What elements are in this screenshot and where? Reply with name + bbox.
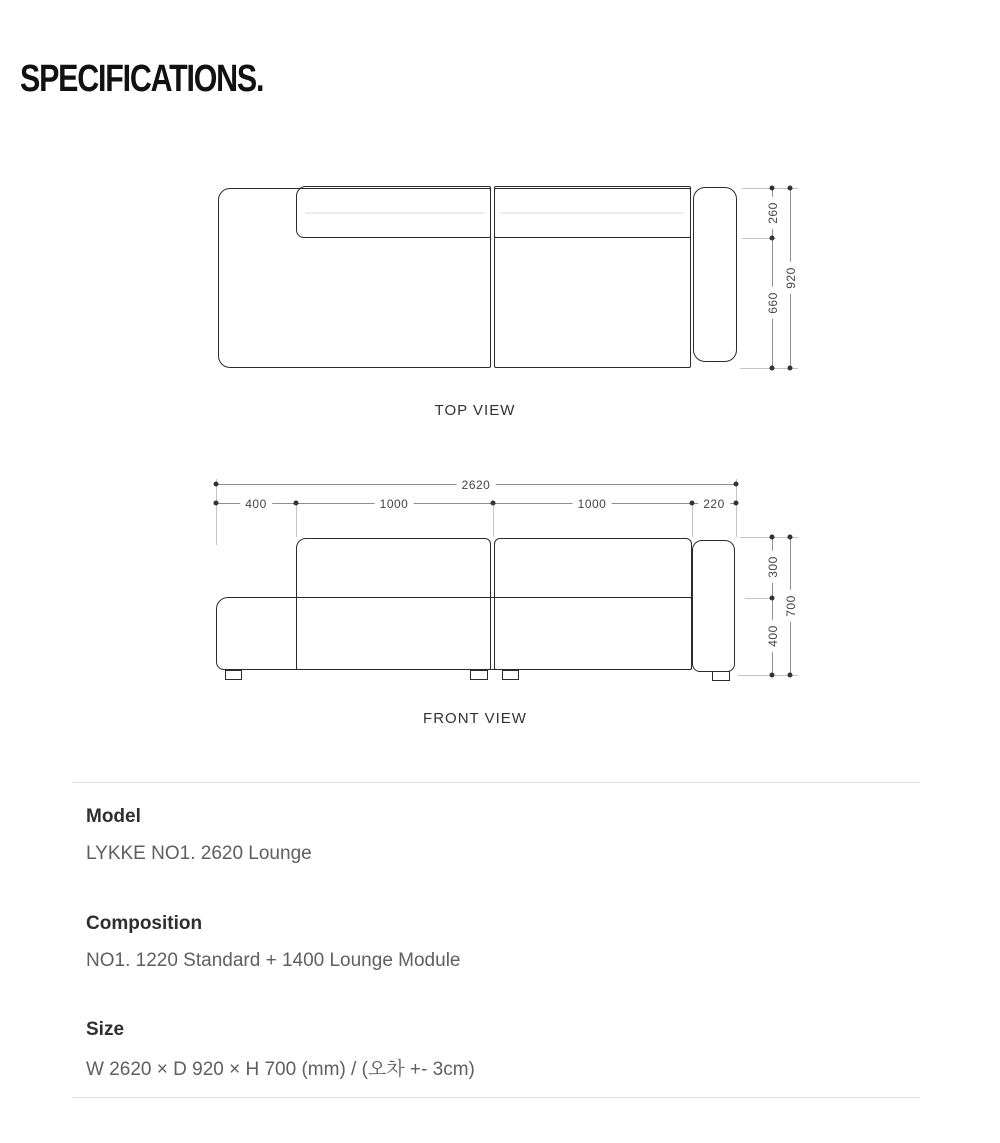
dim-dot (770, 673, 775, 678)
top-view-cushion-seam (500, 212, 684, 214)
dim-dot (788, 366, 793, 371)
spec-label-composition: Composition (86, 913, 203, 934)
divider-top (72, 782, 920, 783)
dim-dot (770, 366, 775, 371)
dim-total-depth: 920 (784, 262, 798, 294)
top-view-cushion-seam (305, 212, 485, 214)
front-view-label: FRONT VIEW (423, 710, 527, 727)
dim-dot (294, 501, 299, 506)
front-view-armrest-outline (692, 540, 735, 672)
spec-value-model: LYKKE NO1. 2620 Lounge (86, 843, 312, 864)
dim-dot (214, 501, 219, 506)
dim-lounge-width: 400 (240, 497, 272, 511)
dim-dot (734, 501, 739, 506)
extension-line (692, 503, 693, 537)
dim-dot (788, 186, 793, 191)
dim-seat-depth: 660 (766, 287, 780, 319)
top-view-label: TOP VIEW (434, 402, 516, 419)
spec-label-size: Size (86, 1019, 125, 1040)
dim-dot (770, 535, 775, 540)
dim-armrest-width: 220 (698, 497, 730, 511)
page-title: SPECIFICATIONS. (20, 58, 264, 100)
dim-back-height: 300 (766, 551, 780, 583)
dim-back-depth: 260 (766, 197, 780, 229)
top-view-armrest-outline (693, 187, 737, 362)
dim-dot (770, 186, 775, 191)
extension-line (493, 503, 494, 537)
dim-dot (491, 501, 496, 506)
dim-dot (690, 501, 695, 506)
sofa-foot (470, 670, 488, 680)
dim-dot (770, 236, 775, 241)
divider-bottom (72, 1097, 920, 1098)
sofa-foot (225, 670, 242, 680)
sofa-foot (502, 670, 519, 680)
dim-module2-width: 1000 (573, 497, 612, 511)
sofa-foot (712, 671, 730, 681)
dim-dot (770, 596, 775, 601)
dim-module1-width: 1000 (375, 497, 414, 511)
dim-dot (214, 482, 219, 487)
dim-dot (734, 482, 739, 487)
spec-label-model: Model (86, 806, 141, 827)
dim-seat-height: 400 (766, 620, 780, 652)
dim-total-width: 2620 (457, 478, 496, 492)
spec-value-composition: NO1. 1220 Standard + 1400 Lounge Module (86, 950, 461, 971)
spec-value-size: W 2620 × D 920 × H 700 (mm) / (오차 +- 3cm) (86, 1059, 475, 1080)
extension-line (296, 503, 297, 537)
front-view-right-backrest-outline (494, 538, 692, 670)
front-view-left-backrest-outline (296, 538, 491, 670)
dim-dot (788, 535, 793, 540)
dim-dot (788, 673, 793, 678)
dim-total-height: 700 (784, 590, 798, 622)
extension-line (736, 479, 737, 537)
extension-line (216, 479, 217, 545)
